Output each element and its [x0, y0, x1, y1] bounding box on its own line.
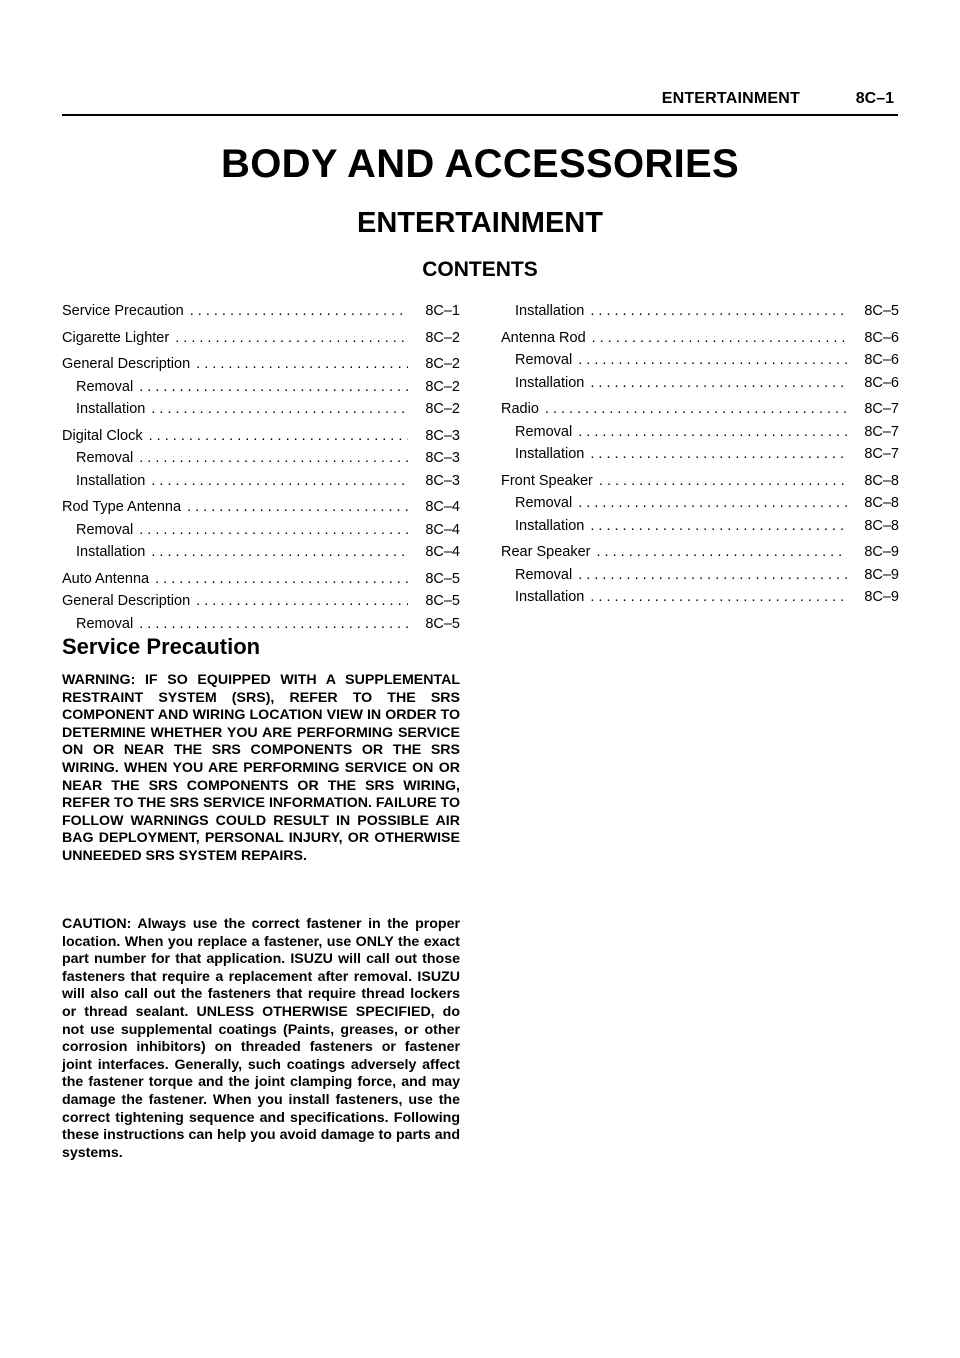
toc-entry[interactable] — [62, 571, 460, 594]
toc-entry[interactable] — [501, 544, 899, 567]
toc-entry-page: 8C–6 — [864, 374, 899, 391]
toc-entry-label: Installation — [76, 472, 146, 489]
warning-paragraph: WARNING: IF SO EQUIPPED WITH A SUPPLEMENTAL RESTRAINT SYSTEM (SRS), REFER TO THE SRS COMPONENT AND WIRING LOCATION VIEW IN ORDER TO DETERMINE WHETHER YOU ARE PERFORMING SERVICE ON OR NEAR THE SRS COMPONENTS OR THE SRS WIRING. WHEN YOU ARE PERFORMING SERVICE ON OR NEAR THE SRS COMPONENTS OR THE SRS WIRING, REFER TO THE SRS SERVICE INFORMATION. FAILURE TO FOLLOW WARNINGS COULD RESULT IN POSSIBLE AIR BAG DEPLOYMENT, PERSONAL INJURY, OR OTHERWISE UNNEEDED SRS SYSTEM REPAIRS. — [62, 672, 460, 864]
toc-entry-page: 8C–1 — [425, 303, 460, 319]
toc-entry[interactable] — [501, 375, 899, 398]
toc-entry-label: Removal — [76, 521, 134, 538]
toc-entry-page: 8C–7 — [864, 423, 899, 440]
toc-leader-dots — [590, 518, 847, 534]
toc-leader-dots — [187, 499, 408, 515]
toc-entry[interactable] — [501, 303, 899, 326]
toc-entry-label: Installation — [515, 446, 585, 462]
toc-entry[interactable] — [62, 356, 460, 379]
chapter-title: ENTERTAINMENT — [357, 207, 603, 239]
toc-entry[interactable] — [62, 330, 460, 353]
toc-leader-dots — [578, 424, 847, 440]
toc-entry-page: 8C–4 — [425, 499, 460, 515]
toc-entry-page: 8C–6 — [864, 352, 899, 368]
toc-entry-label: Removal — [515, 423, 573, 440]
toc-entry-label: Installation — [76, 401, 146, 417]
toc-entry-label: Removal — [515, 352, 573, 368]
toc-entry[interactable] — [501, 401, 899, 424]
toc-entry-label: Rear Speaker — [501, 544, 591, 560]
toc-entry-page: 8C–6 — [864, 329, 899, 346]
toc-entry-label: Removal — [76, 378, 134, 395]
toc-entry[interactable] — [501, 352, 899, 375]
toc-leader-dots — [590, 375, 847, 391]
toc-entry-page: 8C–5 — [425, 615, 460, 632]
header-page-number: 8C–1 — [855, 90, 894, 107]
toc-leader-dots — [139, 616, 408, 632]
toc-entry[interactable] — [62, 401, 460, 424]
toc-entry[interactable] — [62, 379, 460, 402]
toc-entry-label: Front Speaker — [501, 472, 593, 489]
toc-entry-label: Removal — [76, 450, 134, 466]
toc-leader-dots — [149, 428, 408, 444]
toc-entry-page: 8C–3 — [425, 427, 460, 444]
toc-leader-dots — [151, 544, 408, 560]
toc-entry-page: 8C–9 — [864, 566, 899, 583]
toc-entry-label: Radio — [501, 401, 539, 417]
toc-entry-page: 8C–3 — [425, 450, 460, 466]
toc-entry-page: 8C–3 — [425, 472, 460, 489]
toc-leader-dots — [596, 544, 847, 560]
toc-leader-dots — [592, 330, 847, 346]
toc-entry[interactable] — [62, 473, 460, 496]
toc-entry-label: Auto Antenna — [62, 570, 150, 587]
toc-entry-label: Removal — [515, 566, 573, 583]
toc-entry[interactable] — [62, 544, 460, 567]
toc-leader-dots — [196, 356, 408, 372]
toc-entry-label: Installation — [515, 589, 585, 605]
toc-leader-dots — [175, 330, 408, 346]
toc-left-column — [62, 303, 460, 638]
toc-entry-page: 8C–2 — [425, 329, 460, 346]
toc-entry[interactable] — [501, 518, 899, 541]
toc-leader-dots — [190, 303, 408, 319]
toc-leader-dots — [599, 473, 847, 489]
toc-entry-label: Antenna Rod — [501, 329, 586, 346]
toc-entry-label: Removal — [515, 495, 573, 511]
toc-entry-page: 8C–2 — [425, 356, 460, 372]
toc-entry[interactable] — [62, 428, 460, 451]
toc-leader-dots — [590, 303, 847, 319]
toc-entry[interactable] — [501, 567, 899, 590]
toc-entry[interactable] — [62, 522, 460, 545]
toc-entry-page: 8C–8 — [864, 517, 899, 534]
caution-paragraph: CAUTION: Always use the correct fastener in the proper location. When you replace a fastener, use ONLY the exact part number for that application. ISUZU will call out those fasteners that require a replacement after removal. ISUZU will also call out the fasteners that require thread lockers or thread sealant. UNLESS OTHERWISE SPECIFIED, do not use supplemental coatings (Paints, greases, or other corrosion inhibitors) on threaded fasteners or fastener joint interfaces. Generally, such coatings adversely affect the fastener torque and the joint clamping force, and may damage the fastener. When you install fasteners, use the correct tightening sequence and specifications. Following these instructions can help you avoid damage to parts and systems. — [62, 916, 460, 1161]
toc-entry[interactable] — [501, 473, 899, 496]
document-title: BODY AND ACCESSORIES — [221, 142, 739, 186]
toc-entry-label: General Description — [62, 356, 191, 372]
toc-entry[interactable] — [62, 593, 460, 616]
toc-leader-dots — [155, 571, 408, 587]
toc-entry[interactable] — [62, 499, 460, 522]
toc-leader-dots — [196, 593, 408, 609]
toc-leader-dots — [578, 495, 847, 511]
toc-leader-dots — [151, 473, 408, 489]
toc-entry-label: Installation — [515, 374, 585, 391]
toc-entry[interactable] — [501, 424, 899, 447]
toc-entry-label: Digital Clock — [62, 427, 143, 444]
toc-entry-label: Installation — [515, 303, 585, 319]
toc-entry-page: 8C–8 — [864, 495, 899, 511]
toc-leader-dots — [578, 567, 847, 583]
toc-entry-page: 8C–9 — [864, 544, 899, 560]
toc-leader-dots — [139, 522, 408, 538]
toc-entry-label: Service Precaution — [62, 303, 184, 319]
toc-entry[interactable] — [501, 446, 899, 469]
toc-entry-label: Installation — [515, 517, 585, 534]
section-heading: Service Precaution — [62, 634, 261, 659]
toc-leader-dots — [578, 352, 847, 368]
toc-entry-page: 8C–5 — [425, 570, 460, 587]
toc-entry-page: 8C–7 — [864, 401, 899, 417]
toc-leader-dots — [590, 446, 847, 462]
toc-entry[interactable] — [501, 330, 899, 353]
toc-entry[interactable] — [501, 589, 899, 612]
toc-entry-page: 8C–4 — [425, 544, 460, 560]
toc-entry-page: 8C–2 — [425, 378, 460, 395]
toc-leader-dots — [139, 450, 408, 466]
toc-entry[interactable] — [62, 450, 460, 473]
toc-entry-label: Cigarette Lighter — [62, 329, 170, 346]
toc-entry-label: Rod Type Antenna — [62, 499, 182, 515]
toc-entry-page: 8C–5 — [864, 303, 899, 319]
toc-entry-page: 8C–4 — [425, 521, 460, 538]
toc-entry-page: 8C–8 — [864, 472, 899, 489]
toc-entry-label: Installation — [76, 544, 146, 560]
toc-entry-page: 8C–7 — [864, 446, 899, 462]
page-header — [62, 88, 898, 116]
toc-entry-page: 8C–2 — [425, 401, 460, 417]
toc-right-column — [501, 303, 899, 612]
contents-heading: CONTENTS — [422, 258, 538, 281]
toc-entry[interactable] — [501, 495, 899, 518]
toc-leader-dots — [139, 379, 408, 395]
toc-entry-label: Removal — [76, 615, 134, 632]
toc-entry-page: 8C–5 — [425, 593, 460, 609]
toc-leader-dots — [590, 589, 847, 605]
toc-leader-dots — [151, 401, 408, 417]
toc-leader-dots — [545, 401, 847, 417]
header-section-title: ENTERTAINMENT — [661, 90, 800, 107]
toc-entry-page: 8C–9 — [864, 589, 899, 605]
toc-entry-label: General Description — [62, 593, 191, 609]
toc-entry[interactable] — [62, 303, 460, 326]
